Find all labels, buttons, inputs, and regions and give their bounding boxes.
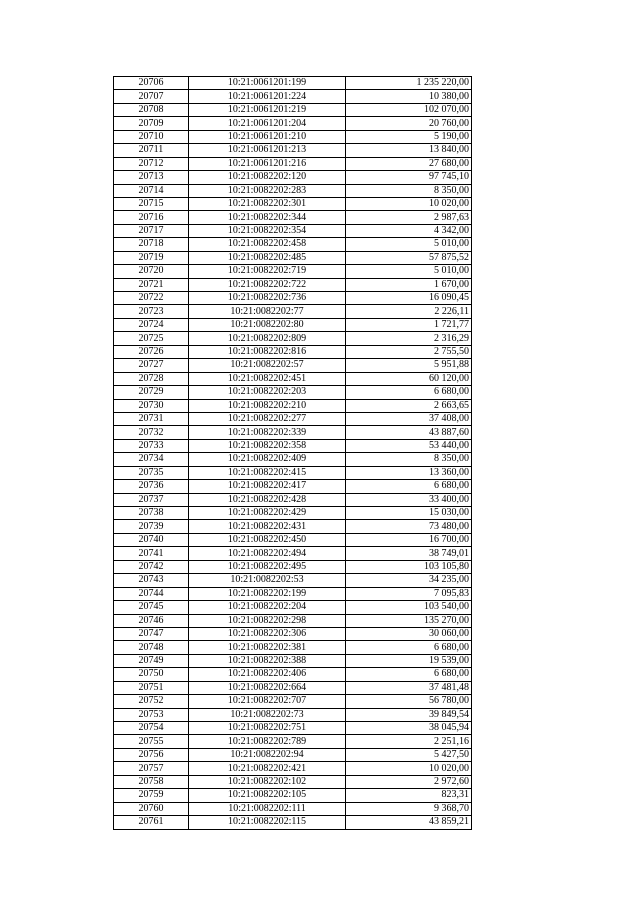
- cadastral-number-cell: 10:21:0082202:80: [189, 318, 346, 331]
- cadastral-number-cell: 10:21:0082202:428: [189, 493, 346, 506]
- row-number-cell: 20743: [114, 574, 189, 587]
- table-row: [114, 130, 472, 143]
- amount-cell: 9 368,70: [346, 802, 472, 815]
- table-row: [114, 211, 472, 224]
- table-row: [114, 345, 472, 358]
- cadastral-number-cell: 10:21:0082202:816: [189, 345, 346, 358]
- cadastral-number-cell: 10:21:0082202:409: [189, 453, 346, 466]
- table-row: [114, 90, 472, 103]
- amount-cell: 103 105,80: [346, 560, 472, 573]
- row-number-cell: 20706: [114, 77, 189, 90]
- cadastral-number-cell: 10:21:0082202:417: [189, 480, 346, 493]
- cadastral-number-cell: 10:21:0082202:94: [189, 748, 346, 761]
- table-row: [114, 587, 472, 600]
- table-row: [114, 601, 472, 614]
- row-number-cell: 20738: [114, 507, 189, 520]
- row-number-cell: 20710: [114, 130, 189, 143]
- amount-cell: 13 840,00: [346, 144, 472, 157]
- table-row: [114, 251, 472, 264]
- cadastral-number-cell: 10:21:0082202:494: [189, 547, 346, 560]
- cadastral-number-cell: 10:21:0082202:199: [189, 587, 346, 600]
- table-row: [114, 681, 472, 694]
- cadastral-number-cell: 10:21:0082202:73: [189, 708, 346, 721]
- cadastral-number-cell: 10:21:0082202:115: [189, 816, 346, 829]
- row-number-cell: 20723: [114, 305, 189, 318]
- amount-cell: 102 070,00: [346, 103, 472, 116]
- row-number-cell: 20724: [114, 318, 189, 331]
- row-number-cell: 20741: [114, 547, 189, 560]
- row-number-cell: 20757: [114, 762, 189, 775]
- amount-cell: 57 875,52: [346, 251, 472, 264]
- cadastral-number-cell: 10:21:0082202:809: [189, 332, 346, 345]
- cadastral-number-cell: 10:21:0082202:431: [189, 520, 346, 533]
- table-row: [114, 184, 472, 197]
- cadastral-number-cell: 10:21:0082202:458: [189, 238, 346, 251]
- cadastral-number-cell: 10:21:0082202:111: [189, 802, 346, 815]
- amount-cell: 10 020,00: [346, 762, 472, 775]
- table-row: [114, 77, 472, 90]
- row-number-cell: 20718: [114, 238, 189, 251]
- table-row: [114, 386, 472, 399]
- amount-cell: 16 700,00: [346, 533, 472, 546]
- amount-cell: 2 316,29: [346, 332, 472, 345]
- amount-cell: 103 540,00: [346, 601, 472, 614]
- amount-cell: 8 350,00: [346, 453, 472, 466]
- table-row: [114, 103, 472, 116]
- table-row: [114, 426, 472, 439]
- cadastral-number-cell: 10:21:0061201:210: [189, 130, 346, 143]
- table-row: [114, 144, 472, 157]
- cadastral-number-cell: 10:21:0082202:751: [189, 722, 346, 735]
- row-number-cell: 20722: [114, 292, 189, 305]
- cadastral-number-cell: 10:21:0061201:213: [189, 144, 346, 157]
- table-row: [114, 171, 472, 184]
- amount-cell: 5 010,00: [346, 238, 472, 251]
- cadastral-number-cell: 10:21:0082202:719: [189, 265, 346, 278]
- cadastral-number-cell: 10:21:0082202:283: [189, 184, 346, 197]
- row-number-cell: 20720: [114, 265, 189, 278]
- cadastral-number-cell: 10:21:0082202:429: [189, 507, 346, 520]
- row-number-cell: 20728: [114, 372, 189, 385]
- amount-cell: 19 539,00: [346, 654, 472, 667]
- table-row: [114, 359, 472, 372]
- cadastral-number-cell: 10:21:0082202:789: [189, 735, 346, 748]
- table-row: [114, 722, 472, 735]
- cadastral-number-cell: 10:21:0082202:339: [189, 426, 346, 439]
- table-row: [114, 197, 472, 210]
- row-number-cell: 20735: [114, 466, 189, 479]
- table-row: [114, 157, 472, 170]
- amount-cell: 20 760,00: [346, 117, 472, 130]
- amount-cell: 37 408,00: [346, 412, 472, 425]
- cadastral-number-cell: 10:21:0082202:485: [189, 251, 346, 264]
- row-number-cell: 20758: [114, 775, 189, 788]
- table-row: [114, 748, 472, 761]
- row-number-cell: 20744: [114, 587, 189, 600]
- row-number-cell: 20742: [114, 560, 189, 573]
- row-number-cell: 20726: [114, 345, 189, 358]
- amount-cell: 43 887,60: [346, 426, 472, 439]
- amount-cell: 38 749,01: [346, 547, 472, 560]
- row-number-cell: 20740: [114, 533, 189, 546]
- table-row: [114, 533, 472, 546]
- cadastral-number-cell: 10:21:0082202:381: [189, 641, 346, 654]
- table-row: [114, 641, 472, 654]
- row-number-cell: 20715: [114, 197, 189, 210]
- table-row: [114, 762, 472, 775]
- row-number-cell: 20739: [114, 520, 189, 533]
- cadastral-number-cell: 10:21:0082202:204: [189, 601, 346, 614]
- cadastral-number-cell: 10:21:0061201:216: [189, 157, 346, 170]
- amount-cell: 39 849,54: [346, 708, 472, 721]
- cadastral-number-cell: 10:21:0082202:451: [189, 372, 346, 385]
- row-number-cell: 20725: [114, 332, 189, 345]
- amount-cell: 1 670,00: [346, 278, 472, 291]
- amount-cell: 34 235,00: [346, 574, 472, 587]
- amount-cell: 2 972,60: [346, 775, 472, 788]
- row-number-cell: 20745: [114, 601, 189, 614]
- row-number-cell: 20708: [114, 103, 189, 116]
- cadastral-number-cell: 10:21:0082202:277: [189, 412, 346, 425]
- table-row: [114, 480, 472, 493]
- row-number-cell: 20727: [114, 359, 189, 372]
- amount-cell: 56 780,00: [346, 695, 472, 708]
- row-number-cell: 20746: [114, 614, 189, 627]
- row-number-cell: 20732: [114, 426, 189, 439]
- table-row: [114, 399, 472, 412]
- cadastral-number-cell: 10:21:0082202:664: [189, 681, 346, 694]
- cadastral-number-cell: 10:21:0061201:204: [189, 117, 346, 130]
- cadastral-number-cell: 10:21:0082202:120: [189, 171, 346, 184]
- table-row: [114, 493, 472, 506]
- row-number-cell: 20729: [114, 386, 189, 399]
- cadastral-number-cell: 10:21:0082202:421: [189, 762, 346, 775]
- table-row: [114, 695, 472, 708]
- amount-cell: 27 680,00: [346, 157, 472, 170]
- row-number-cell: 20713: [114, 171, 189, 184]
- amount-cell: 6 680,00: [346, 668, 472, 681]
- cadastral-number-cell: 10:21:0061201:219: [189, 103, 346, 116]
- cadastral-number-cell: 10:21:0082202:450: [189, 533, 346, 546]
- table-row: [114, 614, 472, 627]
- table-row: [114, 507, 472, 520]
- row-number-cell: 20737: [114, 493, 189, 506]
- table-row: [114, 238, 472, 251]
- table-row: [114, 412, 472, 425]
- row-number-cell: 20711: [114, 144, 189, 157]
- amount-cell: 2 226,11: [346, 305, 472, 318]
- amount-cell: 5 010,00: [346, 265, 472, 278]
- amount-cell: 60 120,00: [346, 372, 472, 385]
- table-row: [114, 265, 472, 278]
- cadastral-number-cell: 10:21:0061201:199: [189, 77, 346, 90]
- amount-cell: 15 030,00: [346, 507, 472, 520]
- row-number-cell: 20761: [114, 816, 189, 829]
- amount-cell: 5 427,50: [346, 748, 472, 761]
- row-number-cell: 20707: [114, 90, 189, 103]
- amount-cell: 33 400,00: [346, 493, 472, 506]
- table-row: [114, 735, 472, 748]
- row-number-cell: 20733: [114, 439, 189, 452]
- amount-cell: 5 951,88: [346, 359, 472, 372]
- table-row: [114, 292, 472, 305]
- table-row: [114, 453, 472, 466]
- cadastral-number-cell: 10:21:0082202:298: [189, 614, 346, 627]
- row-number-cell: 20759: [114, 789, 189, 802]
- amount-cell: 2 987,63: [346, 211, 472, 224]
- cadastral-number-cell: 10:21:0082202:306: [189, 627, 346, 640]
- amount-cell: 2 251,16: [346, 735, 472, 748]
- amount-cell: 5 190,00: [346, 130, 472, 143]
- cadastral-number-cell: 10:21:0082202:722: [189, 278, 346, 291]
- cadastral-number-cell: 10:21:0082202:344: [189, 211, 346, 224]
- amount-cell: 30 060,00: [346, 627, 472, 640]
- table-row: [114, 305, 472, 318]
- cadastral-number-cell: 10:21:0082202:301: [189, 197, 346, 210]
- table-row: [114, 547, 472, 560]
- amount-cell: 53 440,00: [346, 439, 472, 452]
- table-row: [114, 560, 472, 573]
- table-row: [114, 224, 472, 237]
- amount-cell: 13 360,00: [346, 466, 472, 479]
- row-number-cell: 20750: [114, 668, 189, 681]
- cadastral-number-cell: 10:21:0082202:406: [189, 668, 346, 681]
- amount-cell: 135 270,00: [346, 614, 472, 627]
- table-row: [114, 627, 472, 640]
- row-number-cell: 20731: [114, 412, 189, 425]
- table-row: [114, 574, 472, 587]
- table-row: [114, 816, 472, 829]
- amount-cell: 6 680,00: [346, 386, 472, 399]
- row-number-cell: 20755: [114, 735, 189, 748]
- row-number-cell: 20721: [114, 278, 189, 291]
- row-number-cell: 20748: [114, 641, 189, 654]
- amount-cell: 823,31: [346, 789, 472, 802]
- row-number-cell: 20751: [114, 681, 189, 694]
- amount-cell: 7 095,83: [346, 587, 472, 600]
- amount-cell: 97 745,10: [346, 171, 472, 184]
- table-row: [114, 789, 472, 802]
- cadastral-number-cell: 10:21:0082202:57: [189, 359, 346, 372]
- row-number-cell: 20730: [114, 399, 189, 412]
- row-number-cell: 20760: [114, 802, 189, 815]
- amount-cell: 4 342,00: [346, 224, 472, 237]
- cadastral-number-cell: 10:21:0082202:210: [189, 399, 346, 412]
- amount-cell: 73 480,00: [346, 520, 472, 533]
- amount-cell: 6 680,00: [346, 480, 472, 493]
- cadastral-number-cell: 10:21:0082202:105: [189, 789, 346, 802]
- table-row: [114, 318, 472, 331]
- table-row: [114, 654, 472, 667]
- amount-cell: 37 481,48: [346, 681, 472, 694]
- row-number-cell: 20717: [114, 224, 189, 237]
- amount-cell: 2 663,65: [346, 399, 472, 412]
- cadastral-number-cell: 10:21:0082202:736: [189, 292, 346, 305]
- cadastral-number-cell: 10:21:0082202:77: [189, 305, 346, 318]
- amount-cell: 10 380,00: [346, 90, 472, 103]
- table-row: [114, 775, 472, 788]
- amount-cell: 38 045,94: [346, 722, 472, 735]
- amount-cell: 1 721,77: [346, 318, 472, 331]
- amount-cell: 16 090,45: [346, 292, 472, 305]
- cadastral-number-cell: 10:21:0082202:203: [189, 386, 346, 399]
- cadastral-number-cell: 10:21:0082202:495: [189, 560, 346, 573]
- table-row: [114, 439, 472, 452]
- table-row: [114, 372, 472, 385]
- table-row: [114, 802, 472, 815]
- cadastral-value-table: [113, 76, 472, 830]
- cadastral-number-cell: 10:21:0082202:388: [189, 654, 346, 667]
- table-row: [114, 466, 472, 479]
- table-row: [114, 668, 472, 681]
- cadastral-number-cell: 10:21:0082202:415: [189, 466, 346, 479]
- amount-cell: 6 680,00: [346, 641, 472, 654]
- row-number-cell: 20756: [114, 748, 189, 761]
- table-row: [114, 708, 472, 721]
- cadastral-number-cell: 10:21:0082202:354: [189, 224, 346, 237]
- row-number-cell: 20734: [114, 453, 189, 466]
- cadastral-number-cell: 10:21:0082202:707: [189, 695, 346, 708]
- table-row: [114, 117, 472, 130]
- row-number-cell: 20719: [114, 251, 189, 264]
- amount-cell: 10 020,00: [346, 197, 472, 210]
- row-number-cell: 20754: [114, 722, 189, 735]
- amount-cell: 8 350,00: [346, 184, 472, 197]
- table-row: [114, 520, 472, 533]
- cadastral-number-cell: 10:21:0082202:358: [189, 439, 346, 452]
- amount-cell: 43 859,21: [346, 816, 472, 829]
- row-number-cell: 20753: [114, 708, 189, 721]
- cadastral-number-cell: 10:21:0082202:53: [189, 574, 346, 587]
- amount-cell: 1 235 220,00: [346, 77, 472, 90]
- row-number-cell: 20747: [114, 627, 189, 640]
- table-row: [114, 332, 472, 345]
- table-row: [114, 278, 472, 291]
- amount-cell: 2 755,50: [346, 345, 472, 358]
- row-number-cell: 20716: [114, 211, 189, 224]
- row-number-cell: 20749: [114, 654, 189, 667]
- row-number-cell: 20714: [114, 184, 189, 197]
- table-body: [114, 77, 472, 830]
- row-number-cell: 20736: [114, 480, 189, 493]
- row-number-cell: 20752: [114, 695, 189, 708]
- cadastral-number-cell: 10:21:0082202:102: [189, 775, 346, 788]
- row-number-cell: 20712: [114, 157, 189, 170]
- row-number-cell: 20709: [114, 117, 189, 130]
- cadastral-number-cell: 10:21:0061201:224: [189, 90, 346, 103]
